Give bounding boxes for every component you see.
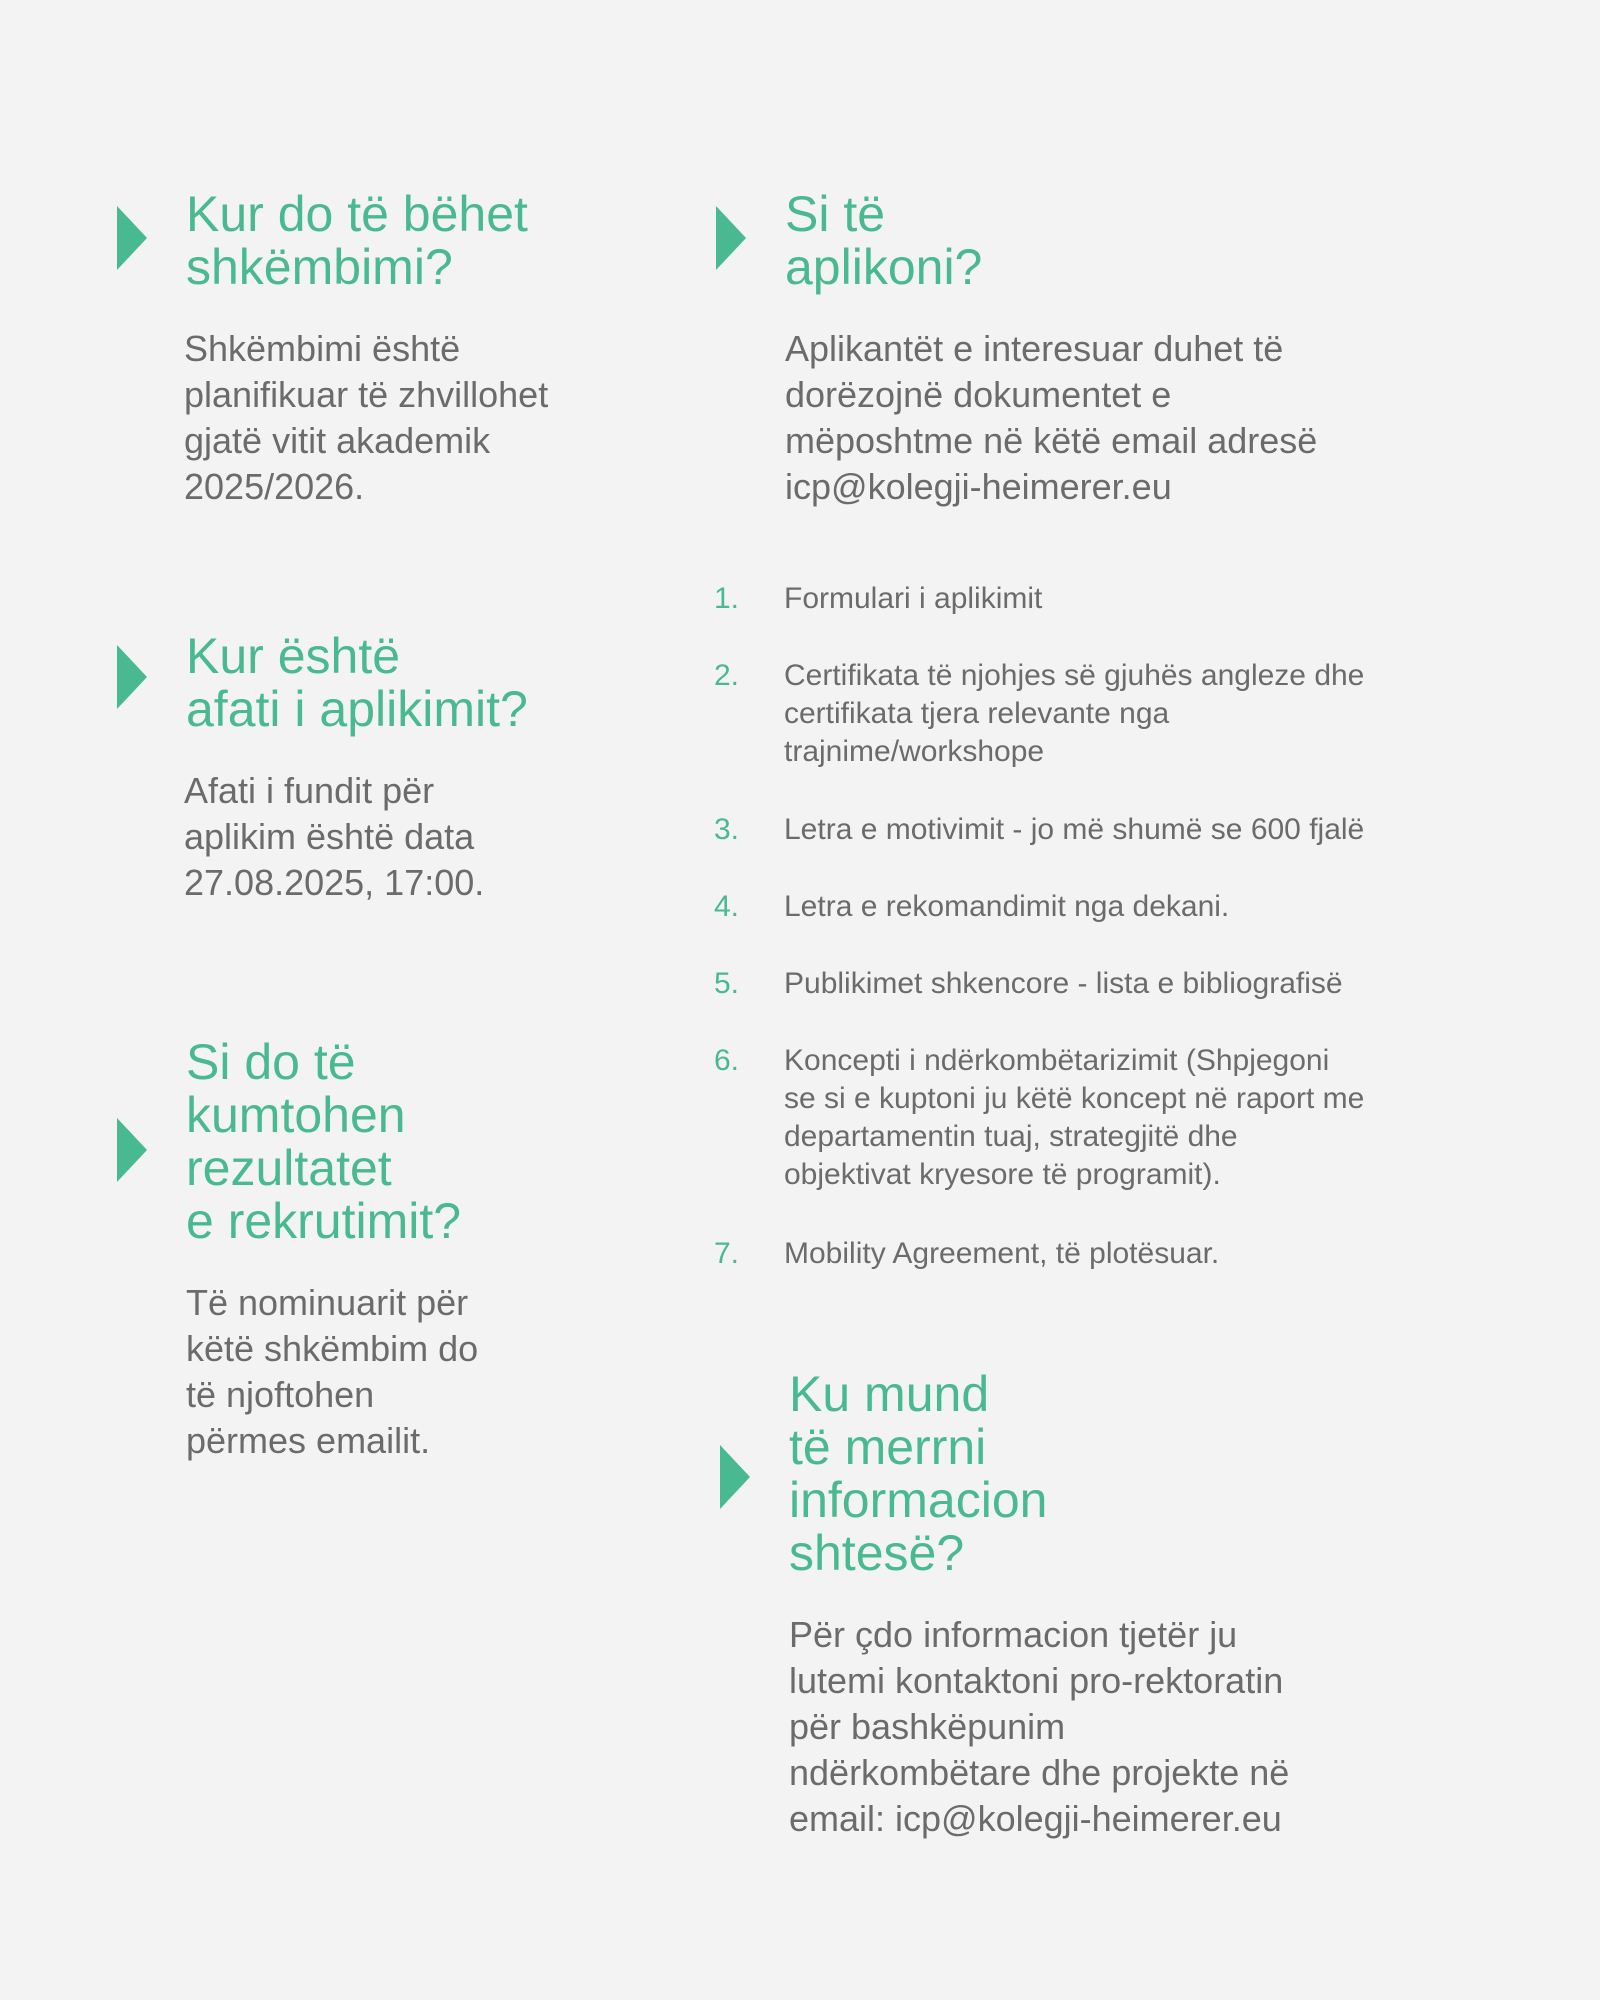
section-title: Si të aplikoni? [785, 186, 983, 295]
list-item-number: 3. [714, 813, 740, 846]
list-item-text: Letra e motivimit - jo më shumë se 600 fjalë [784, 813, 1365, 846]
list-item-text: Letra e rekomandimit nga dekani. [784, 890, 1230, 923]
list-item-number: 7. [714, 1237, 740, 1270]
list-item-text: Publikimet shkencore - lista e bibliografisë [784, 967, 1343, 1000]
chevron-right-icon [117, 206, 147, 270]
section-title: Kur është afati i aplikimit? [186, 628, 528, 737]
list-item-number: 5. [714, 967, 740, 1000]
section-body: Për çdo informacion tjetër ju lutemi kontaktoni pro-rektoratin për bashkëpunim ndërkombëtare dhe projekte në email: icp@kolegji-heimerer.eu [789, 1614, 1290, 1839]
list-item-number: 6. [714, 1044, 740, 1077]
section-title: Ku mund të merrni informacion shtesë? [789, 1366, 1048, 1581]
section-how-to-apply [716, 188, 1536, 510]
list-item-text: Koncepti i ndërkombëtarizimit (Shpjegoni se si e kuptoni ju këtë koncept në raport me departamentin tuaj, strategjitë dhe objektivat kryesore të programit). [784, 1044, 1365, 1191]
section-application-deadline [117, 630, 677, 906]
section-exchange-timing [117, 188, 677, 510]
list-item-number: 4. [714, 890, 740, 923]
section-more-information [720, 1368, 1540, 1842]
section-body: Të nominuarit për këtë shkëmbim do të njoftohen përmes emailit. [186, 1282, 479, 1461]
list-item-text: Certifikata të njohjes së gjuhës angleze dhe certifikata tjera relevante nga trajnime/workshope [784, 659, 1365, 768]
section-body: Shkëmbimi është planifikuar të zhvillohet gjatë vitit akademik 2025/2026. [184, 328, 549, 507]
section-title: Si do të kumtohen rezultatet e rekrutimit? [186, 1034, 462, 1249]
list-item-number: 2. [714, 659, 740, 692]
chevron-right-icon [716, 206, 746, 270]
section-recruitment-results [117, 1036, 677, 1464]
chevron-right-icon [117, 645, 147, 709]
list-item-text: Formulari i aplikimit [784, 582, 1043, 615]
list-item-number: 1. [714, 582, 740, 615]
chevron-right-icon [720, 1445, 750, 1509]
chevron-right-icon [117, 1118, 147, 1182]
section-body: Afati i fundit për aplikim është data 27.08.2025, 17:00. [184, 770, 485, 903]
list-item-text: Mobility Agreement, të plotësuar. [784, 1237, 1220, 1270]
section-body: Aplikantët e interesuar duhet të dorëzojnë dokumentet e mëposhtme në këtë email adresë icp@kolegji-heimerer.eu [785, 328, 1318, 507]
section-title: Kur do të bëhet shkëmbimi? [186, 186, 528, 295]
